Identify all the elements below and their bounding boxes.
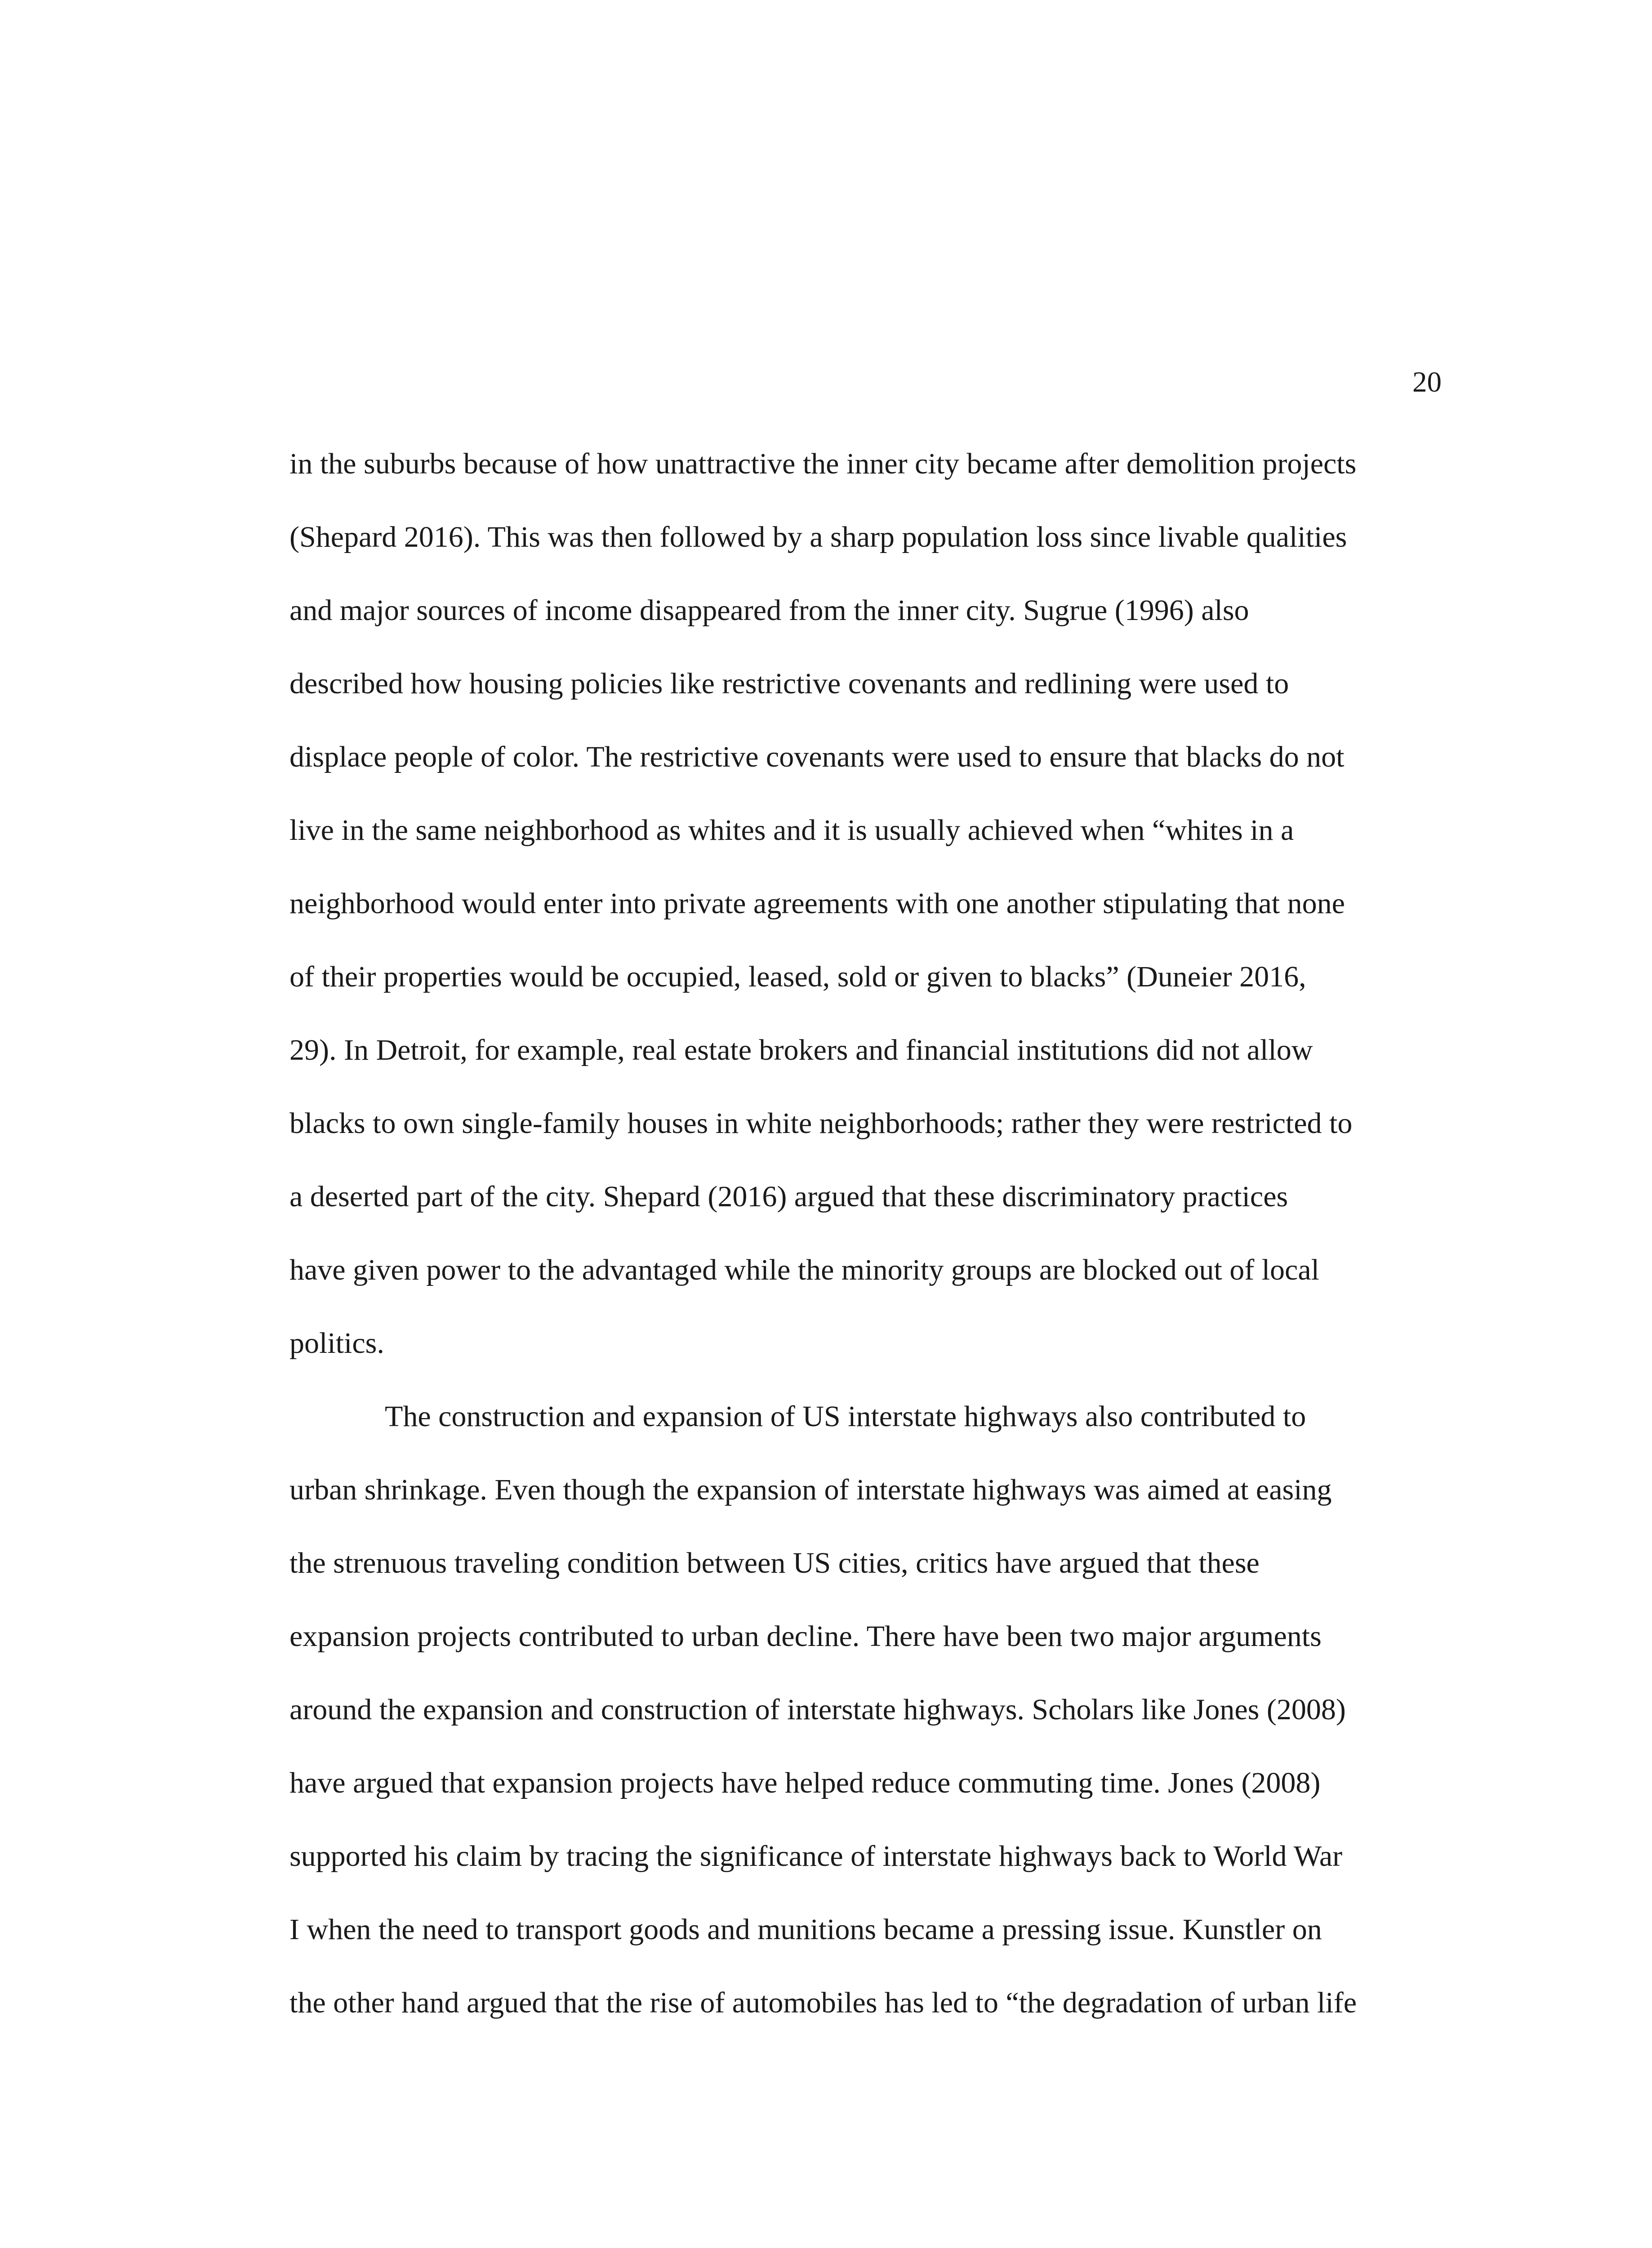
text-line: (Shepard 2016). This was then followed by a sharp population loss since livable qualities: [289, 521, 1347, 553]
text-line: I when the need to transport goods and munitions became a pressing issue. Kunstler on: [289, 1913, 1322, 1946]
page-number: 20: [1412, 366, 1442, 398]
text-line: a deserted part of the city. Shepard (2016) argued that these discriminatory practices: [289, 1180, 1288, 1213]
text-line: neighborhood would enter into private agreements with one another stipulating that none: [289, 887, 1345, 920]
text-line: live in the same neighborhood as whites and it is usually achieved when “whites in a: [289, 814, 1294, 847]
text-line: have given power to the advantaged while the minority groups are blocked out of local: [289, 1253, 1319, 1286]
text-line: and major sources of income disappeared from the inner city. Sugrue (1996) also: [289, 594, 1249, 627]
text-line: in the suburbs because of how unattractive the inner city became after demolition projects: [289, 447, 1357, 480]
text-line: supported his claim by tracing the significance of interstate highways back to World War: [289, 1840, 1343, 1873]
text-line: politics.: [289, 1327, 384, 1360]
body-text: [289, 427, 1440, 2039]
text-line-indented: The construction and expansion of US interstate highways also contributed to: [385, 1400, 1306, 1433]
text-line: blacks to own single-family houses in white neighborhoods; rather they were restricted to: [289, 1107, 1353, 1140]
paragraph-2: [289, 1380, 1440, 2039]
text-line: displace people of color. The restrictive covenants were used to ensure that blacks do not: [289, 740, 1345, 773]
text-line: expansion projects contributed to urban decline. There have been two major arguments: [289, 1620, 1322, 1653]
text-line: 29). In Detroit, for example, real estate brokers and financial institutions did not allow: [289, 1034, 1313, 1066]
text-line: around the expansion and construction of interstate highways. Scholars like Jones (2008): [289, 1693, 1346, 1726]
text-line: the strenuous traveling condition between US cities, critics have argued that these: [289, 1547, 1260, 1579]
text-line: urban shrinkage. Even though the expansion of interstate highways was aimed at easing: [289, 1473, 1332, 1506]
text-line: of their properties would be occupied, leased, sold or given to blacks” (Duneier 2016,: [289, 960, 1306, 993]
text-line: described how housing policies like restrictive covenants and redlining were used to: [289, 667, 1289, 700]
text-line: the other hand argued that the rise of automobiles has led to “the degradation of urban life: [289, 1986, 1357, 2019]
paragraph-1: [289, 427, 1440, 1380]
text-line: have argued that expansion projects have helped reduce commuting time. Jones (2008): [289, 1766, 1321, 1799]
